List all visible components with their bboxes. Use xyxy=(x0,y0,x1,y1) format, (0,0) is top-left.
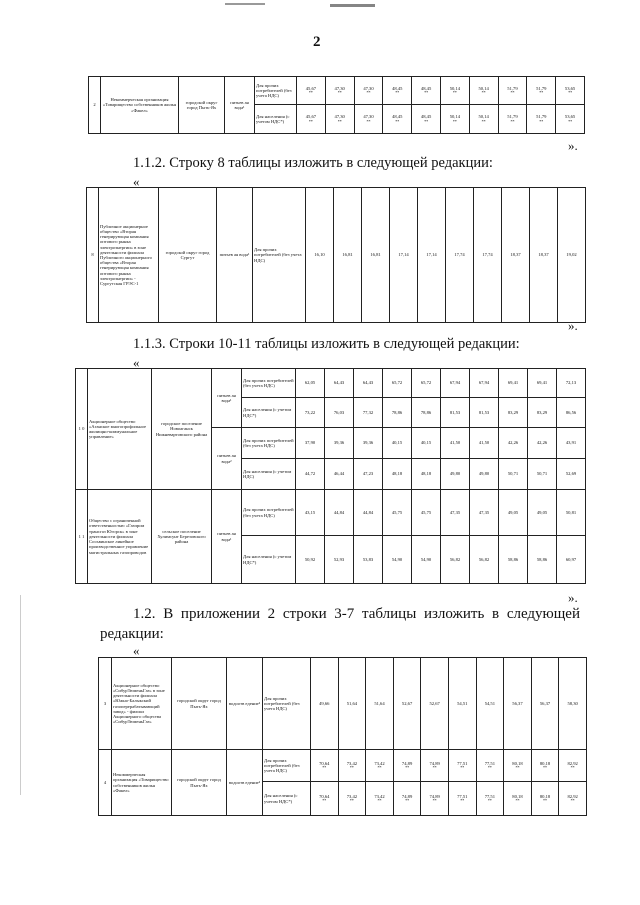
territory-cell: городской округ город Пыть-Ях xyxy=(179,77,225,134)
tariff-value: 41,50 xyxy=(470,428,499,459)
tariff-value: 42,26 xyxy=(528,428,557,459)
tariff-value: 73,42 ** xyxy=(338,782,366,816)
tariff-value: 70,64 ** xyxy=(311,750,339,782)
tariff-value: 58,86 xyxy=(528,536,557,584)
tariff-value: 54,90 xyxy=(412,536,441,584)
tariff-value: 53,65 ** xyxy=(556,105,585,134)
organization-cell: Акционерное общество «Аганское многопрофильное жилищно-коммунальное управление» xyxy=(88,369,152,490)
tariff-value: 48,18 xyxy=(412,459,441,490)
table-appendix-2 xyxy=(98,657,587,816)
tariff-value: 18,37 xyxy=(502,188,530,323)
closing-quote: ». xyxy=(568,318,578,333)
tariff-value: 44,72 xyxy=(296,459,325,490)
tariff-value: 83,29 xyxy=(528,398,557,428)
section-heading-1-1-3: 1.1.3. Строки 10-11 таблицы изложить в следующей редакции: xyxy=(133,336,520,352)
tariff-value: 51,79 ** xyxy=(498,77,527,105)
territory-cell: городской округ город Пыть-Ях xyxy=(172,750,227,816)
tariff-value: 50,81 xyxy=(557,490,586,536)
resource-cell: питьев ая вода¹ xyxy=(225,77,255,134)
organization-cell: Акционерное общество «СибурТюменьГаз» в зоне деятельности филиала «Южно-Балыкский газоперерабатывающий завод» - филиал Акционерного общества «СибурТюменьГаз» xyxy=(112,658,172,750)
tariff-value: 44,84 xyxy=(325,490,354,536)
tariff-value: 50,71 xyxy=(528,459,557,490)
tariff-value: 40,15 xyxy=(412,428,441,459)
tariff-value: 49,05 xyxy=(499,490,528,536)
consumer-label: Для прочих потребителей (без учета НДС) xyxy=(253,188,306,323)
tariff-value: 82,92 ** xyxy=(559,782,587,816)
tariff-value: 53,65 ** xyxy=(556,77,585,105)
tariff-value: 58,86 xyxy=(499,536,528,584)
tariff-value: 47,30 ** xyxy=(354,77,383,105)
tariff-value: 82,92 ** xyxy=(559,750,587,782)
tariff-value: 50,14 ** xyxy=(440,105,469,134)
resource-cell: питьев ая вода² xyxy=(212,428,242,490)
tariff-value: 51,79 ** xyxy=(498,105,527,134)
tariff-value: 45,67 ** xyxy=(297,77,326,105)
tariff-value: 77,51 ** xyxy=(476,750,504,782)
tariff-value: 18,37 xyxy=(530,188,558,323)
tariff-value: 78,86 xyxy=(383,398,412,428)
scan-mark xyxy=(20,595,21,795)
closing-quote: ». xyxy=(568,138,578,153)
organization-cell: Некоммерческая организация «Товарищество собственников жилья «Факел» xyxy=(112,750,172,816)
row-number: 8 xyxy=(87,188,99,323)
tariff-value: 19,02 xyxy=(558,188,586,323)
tariff-value: 56,82 xyxy=(441,536,470,584)
tariff-value: 50,92 xyxy=(296,536,325,584)
tariff-value: 48,45 ** xyxy=(383,105,412,134)
tariff-value: 50,14 ** xyxy=(440,77,469,105)
tariff-value: 53,83 xyxy=(354,536,383,584)
tariff-value: 77,51 ** xyxy=(448,782,476,816)
tariff-value: 48,45 ** xyxy=(412,105,441,134)
tariff-value: 43,91 xyxy=(557,428,586,459)
tariff-value: 49,80 xyxy=(441,459,470,490)
scan-mark xyxy=(330,4,375,7)
tariff-value: 39,36 xyxy=(354,428,383,459)
tariff-value: 67,94 xyxy=(470,369,499,398)
organization-cell: Некоммерческая организация «Товарищество собственников жилья «Факел» xyxy=(101,77,179,134)
tariff-value: 52,67 xyxy=(393,658,421,750)
closing-quote: ». xyxy=(568,590,578,605)
tariff-value: 83,29 xyxy=(499,398,528,428)
organization-cell: Общество с ограниченной ответственностью «Газпром трансгаз Югорск» в зоне деятельности филиала Сосьвинское линейное производственное управление магистральных газопроводов xyxy=(88,490,152,584)
tariff-value: 44,84 xyxy=(354,490,383,536)
tariff-value: 50,14 ** xyxy=(469,77,498,105)
tariff-value: 80,18 ** xyxy=(504,750,532,782)
tariff-value: 65,72 xyxy=(383,369,412,398)
tariff-value: 17,74 xyxy=(446,188,474,323)
tariff-value: 67,94 xyxy=(441,369,470,398)
tariff-value: 17,74 xyxy=(474,188,502,323)
tariff-value: 45,75 xyxy=(412,490,441,536)
tariff-value: 47,30 ** xyxy=(354,105,383,134)
tariff-value: 62,05 xyxy=(296,369,325,398)
opening-quote: « xyxy=(133,355,140,370)
consumer-label: Для прочих потребителей (без учета НДС) xyxy=(242,490,296,536)
tariff-value: 74,89 ** xyxy=(421,782,449,816)
tariff-value: 80,18 ** xyxy=(504,782,532,816)
territory-cell: городской округ город Сургут xyxy=(159,188,217,323)
consumer-label: Для прочих потребителей (без учета НДС) xyxy=(242,428,296,459)
tariff-value: 73,22 xyxy=(296,398,325,428)
table-row-8 xyxy=(86,187,586,323)
row-number: 1 0 xyxy=(76,369,88,490)
tariff-value: 58,30 xyxy=(559,658,587,750)
tariff-value: 81,53 xyxy=(441,398,470,428)
tariff-value: 73,42 ** xyxy=(338,750,366,782)
tariff-value: 73,42 ** xyxy=(366,750,394,782)
consumer-label: Для населения (с учетом НДС) xyxy=(242,459,296,490)
territory-cell: городское поселение Новоаганск Нижневартовского района xyxy=(152,369,212,490)
tariff-value: 40,15 xyxy=(383,428,412,459)
tariff-value: 56,82 xyxy=(470,536,499,584)
tariff-value: 64,43 xyxy=(325,369,354,398)
tariff-value: 16,81 xyxy=(334,188,362,323)
tariff-value: 74,89 ** xyxy=(393,782,421,816)
row-number: 4 xyxy=(99,750,112,816)
tariff-value: 76,03 xyxy=(325,398,354,428)
tariff-value: 46,44 xyxy=(325,459,354,490)
tariff-value: 64,43 xyxy=(354,369,383,398)
tariff-value: 48,45 ** xyxy=(383,77,412,105)
tariff-value: 49,66 xyxy=(311,658,339,750)
tariff-value: 16,10 xyxy=(306,188,334,323)
tariff-value: 51,64 xyxy=(366,658,394,750)
opening-quote: « xyxy=(133,174,140,189)
tariff-value: 47,23 xyxy=(354,459,383,490)
tariff-value: 48,18 xyxy=(383,459,412,490)
tariff-value: 86,56 xyxy=(557,398,586,428)
tariff-value: 47,30 ** xyxy=(325,77,354,105)
tariff-value: 72,13 xyxy=(557,369,586,398)
tariff-value: 56,37 xyxy=(531,658,559,750)
tariff-value: 54,90 xyxy=(383,536,412,584)
row-number: 3 xyxy=(99,658,112,750)
section-heading-1-2 xyxy=(100,604,580,644)
tariff-value: 77,51 ** xyxy=(476,782,504,816)
resource-cell: питьев ая вода¹ xyxy=(212,369,242,428)
tariff-value: 45,75 xyxy=(383,490,412,536)
consumer-label: Для прочих потребителей (без учета НДС) xyxy=(263,658,311,750)
tariff-value: 70,64 ** xyxy=(311,782,339,816)
row-number: 2 xyxy=(89,77,101,134)
tariff-value: 43,15 xyxy=(296,490,325,536)
tariff-value: 45,67 ** xyxy=(297,105,326,134)
tariff-value: 69,41 xyxy=(528,369,557,398)
tariff-value: 39,36 xyxy=(325,428,354,459)
tariff-value: 16,81 xyxy=(362,188,390,323)
tariff-value: 69,41 xyxy=(499,369,528,398)
tariff-value: 78,86 xyxy=(412,398,441,428)
tariff-value: 52,67 xyxy=(421,658,449,750)
tariff-value: 74,89 ** xyxy=(421,750,449,782)
tariff-value: 41,50 xyxy=(441,428,470,459)
tariff-value: 54,51 xyxy=(476,658,504,750)
tariff-value: 60,97 xyxy=(557,536,586,584)
page-number: 2 xyxy=(313,34,321,50)
consumer-label: Для населения (с учетом НДС*) xyxy=(255,105,297,134)
tariff-value: 51,79 ** xyxy=(527,77,556,105)
tariff-value: 74,89 ** xyxy=(393,750,421,782)
consumer-label: Для населения (с учетом НДС*) xyxy=(263,782,311,816)
tariff-value: 77,51 ** xyxy=(448,750,476,782)
table-row-2 xyxy=(88,76,585,134)
resource-cell: водоотв едение² xyxy=(227,658,263,750)
tariff-value: 50,71 xyxy=(499,459,528,490)
section-heading-1-1-2: 1.1.2. Строку 8 таблицы изложить в следующей редакции: xyxy=(133,155,493,171)
table-rows-10-11 xyxy=(75,368,586,584)
consumer-label: Для населения (с учетом НДС*) xyxy=(242,536,296,584)
tariff-value: 80,18 ** xyxy=(531,782,559,816)
consumer-label: Для прочих потребителей (без учета НДС) xyxy=(263,750,311,782)
resource-cell: питьев ая вода¹ xyxy=(212,490,242,584)
tariff-value: 48,45 ** xyxy=(412,77,441,105)
tariff-value: 52,93 xyxy=(325,536,354,584)
tariff-value: 52,69 xyxy=(557,459,586,490)
heading-text: 1.2. В приложении 2 строки 3-7 таблицы изложить в следующей редакции: xyxy=(100,606,580,642)
tariff-value: 47,30 ** xyxy=(325,105,354,134)
resource-cell: питьев ая вода¹ xyxy=(217,188,253,323)
tariff-value: 56,37 xyxy=(504,658,532,750)
tariff-value: 37,90 xyxy=(296,428,325,459)
tariff-value: 42,26 xyxy=(499,428,528,459)
consumer-label: Для населения (с учетом НДС*) xyxy=(242,398,296,428)
territory-cell: городской округ город Пыть-Ях xyxy=(172,658,227,750)
consumer-label: Для прочих потребителей (без учета НДС) xyxy=(255,77,297,105)
scan-mark xyxy=(225,3,265,5)
tariff-value: 77,32 xyxy=(354,398,383,428)
tariff-value: 80,18 ** xyxy=(531,750,559,782)
tariff-value: 49,05 xyxy=(528,490,557,536)
tariff-value: 65,72 xyxy=(412,369,441,398)
tariff-value: 81,53 xyxy=(470,398,499,428)
tariff-value: 17,14 xyxy=(418,188,446,323)
organization-cell: Публичное акционерное общество «Вторая генерирующая компания оптового рынка электроэнергии» в зоне деятельности филиала Публичного акционерного общества «Вторая генерирующая компания оптового рынка электроэнергии» - Сургутская ГРЭС-1 xyxy=(99,188,159,323)
territory-cell: сельское поселение Хулимсунт Березовского района xyxy=(152,490,212,584)
row-number: 1 1 xyxy=(76,490,88,584)
tariff-value: 51,64 xyxy=(338,658,366,750)
tariff-value: 73,42 ** xyxy=(366,782,394,816)
tariff-value: 51,79 ** xyxy=(527,105,556,134)
tariff-value: 49,80 xyxy=(470,459,499,490)
tariff-value: 54,51 xyxy=(448,658,476,750)
resource-cell: водоотв едение² xyxy=(227,750,263,816)
consumer-label: Для прочих потребителей (без учета НДС) xyxy=(242,369,296,398)
tariff-value: 47,35 xyxy=(470,490,499,536)
tariff-value: 47,35 xyxy=(441,490,470,536)
tariff-value: 50,14 ** xyxy=(469,105,498,134)
tariff-value: 17,14 xyxy=(390,188,418,323)
opening-quote: « xyxy=(133,643,140,658)
